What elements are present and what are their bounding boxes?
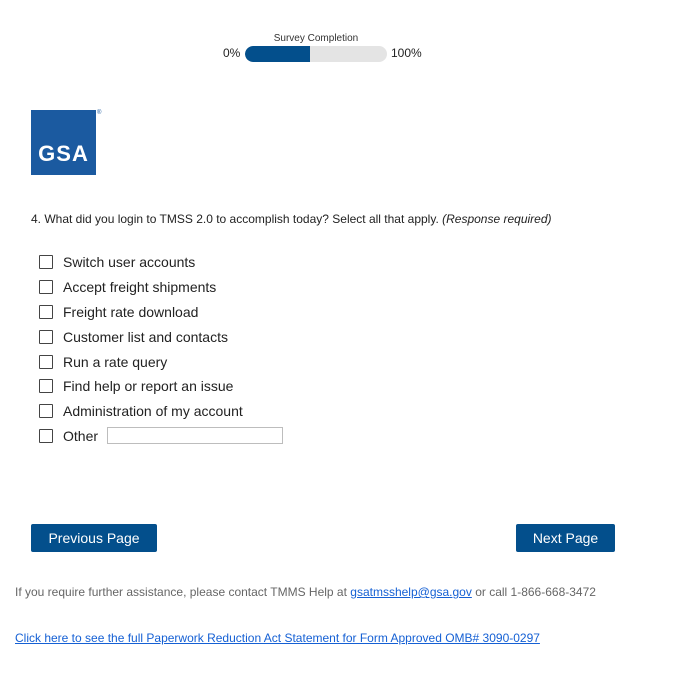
- option-run-a-rate-query[interactable]: [39, 349, 283, 374]
- progress-caption: Survey Completion: [273, 33, 359, 44]
- help-prefix: If you require further assistance, please contact TMMS Help at: [15, 585, 351, 599]
- progress-max-label: 100%: [391, 46, 422, 60]
- gsa-logo-text: GSA: [38, 141, 89, 166]
- progress-min-label: 0%: [223, 46, 241, 60]
- option-freight-rate-download[interactable]: [39, 300, 283, 325]
- progress-bar: [245, 46, 387, 62]
- gsa-logo: [31, 110, 96, 175]
- option-label: Freight rate download: [63, 303, 199, 320]
- option-label: Other: [63, 427, 99, 444]
- option-other[interactable]: [39, 424, 283, 449]
- checkbox[interactable]: [39, 379, 53, 393]
- registered-mark: ®: [97, 110, 102, 116]
- options-list: [39, 250, 283, 448]
- option-customer-list-and-contacts[interactable]: [39, 324, 283, 349]
- checkbox[interactable]: [39, 404, 53, 418]
- option-label: Customer list and contacts: [63, 328, 228, 345]
- checkbox[interactable]: [39, 305, 53, 319]
- option-label: Administration of my account: [63, 403, 243, 420]
- help-suffix: or call 1-866-668-3472: [471, 585, 596, 599]
- previous-page-button[interactable]: Previous Page: [31, 524, 157, 552]
- checkbox[interactable]: [39, 330, 53, 344]
- next-page-button[interactable]: Next Page: [516, 524, 615, 552]
- progress-fill: [245, 46, 310, 62]
- option-switch-user-accounts[interactable]: [39, 250, 283, 275]
- help-email-link[interactable]: gsatmsshelp@gsa.gov: [350, 585, 472, 599]
- checkbox[interactable]: [39, 280, 53, 294]
- survey-progress: [0, 33, 692, 65]
- option-label: Switch user accounts: [63, 254, 196, 271]
- option-label: Run a rate query: [63, 353, 168, 370]
- option-label: Accept freight shipments: [63, 279, 217, 296]
- option-accept-freight-shipments[interactable]: [39, 275, 283, 300]
- pra-statement: [15, 631, 540, 645]
- help-text: [15, 586, 625, 599]
- other-text-input[interactable]: [107, 427, 283, 444]
- pra-statement-link[interactable]: Click here to see the full Paperwork Reduction Act Statement for Form Approved OMB# 3090-0297: [15, 631, 540, 645]
- response-required-note: (Response required): [442, 212, 552, 226]
- checkbox[interactable]: [39, 429, 53, 443]
- question-label: 4. What did you login to TMSS 2.0 to accomplish today? Select all that apply.: [31, 212, 439, 226]
- checkbox[interactable]: [39, 255, 53, 269]
- option-find-help[interactable]: [39, 374, 283, 399]
- checkbox[interactable]: [39, 355, 53, 369]
- option-administration-of-account[interactable]: [39, 399, 283, 424]
- question-text: [31, 212, 552, 226]
- option-label: Find help or report an issue: [63, 378, 234, 395]
